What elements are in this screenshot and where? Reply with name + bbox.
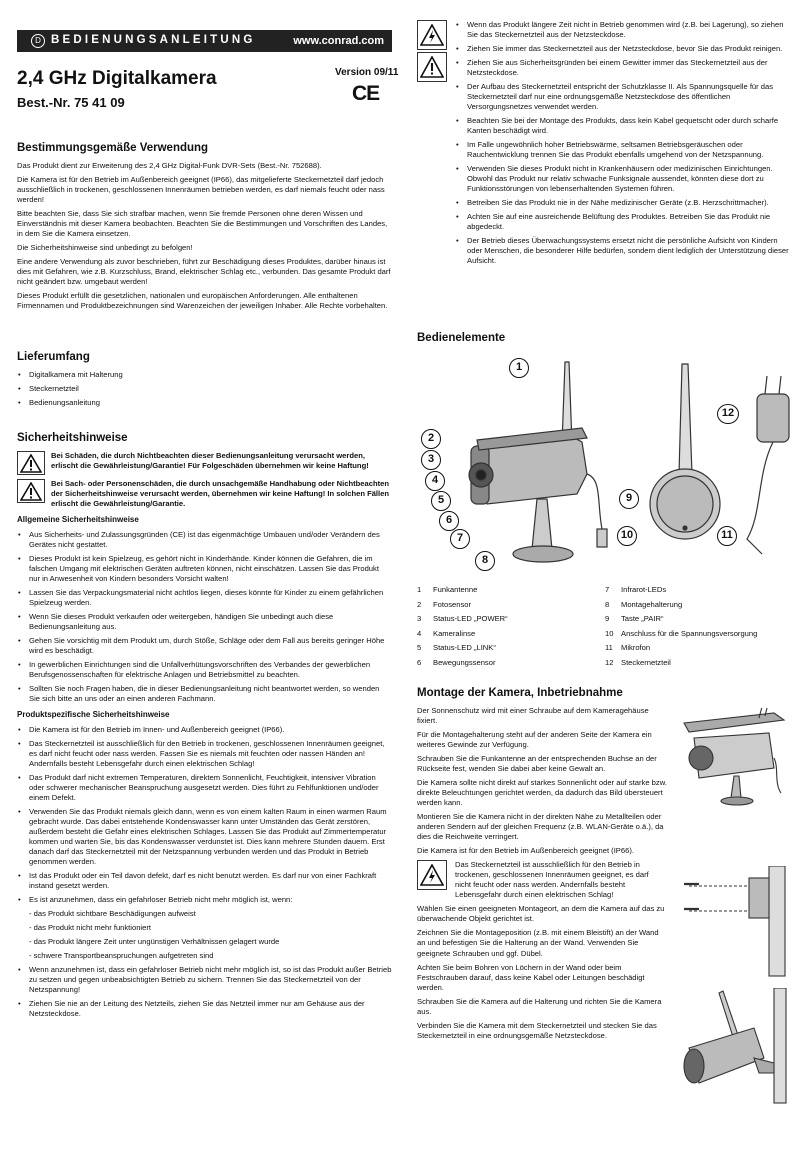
document-title: 2,4 GHz Digitalkamera <box>17 68 217 89</box>
list-item: • Ist das Produkt oder ein Teil davon defekt, darf es nicht benutzt werden. Es darf nur von einer Fachkraft instand gesetzt werden. <box>17 871 392 891</box>
list-item: • Der Betrieb dieses Überwachungssystems ersetzt nicht die persönliche Aufsicht von Kindern oder Menschen, die besonderer Hilfe bedürfen, sondern dient lediglich der Unterstützung dieser Aufsicht. <box>455 236 793 266</box>
list-item: • Der Aufbau des Steckernetzteil entspricht der Schutzklasse II. Als Spannungsquelle für das Steckernetzteil darf nur eine ordnungsgemäße Netzsteckdose des öffentlichen Versorgungsnetzes verwendet werden. <box>455 82 793 112</box>
general-safety-heading: Allgemeine Sicherheitshinweise <box>17 515 139 525</box>
warning-block <box>17 451 392 475</box>
section-controls <box>417 331 793 668</box>
safety-heading: Sicherheitshinweise <box>17 432 128 444</box>
callout-1: 1 <box>509 358 529 378</box>
delivery-heading: Lieferumfang <box>17 351 90 363</box>
part-item: 12 Steckernetzteil <box>605 657 671 667</box>
list-item: - das Produkt nicht mehr funktioniert <box>29 922 151 932</box>
list-item: - das Produkt längere Zeit unter ungünstigen Verhältnissen gelagert wurde <box>29 936 280 946</box>
part-item: 8 Montagehalterung <box>605 599 683 609</box>
list-item: • Betreiben Sie das Produkt nie in der Nähe medizinischer Geräte (z.B. Herzschrittmacher). <box>455 198 793 208</box>
list-item: • Achten Sie auf eine ausreichende Belüftung des Produktes. Betreiben Sie das Produkt nie abgedeckt. <box>455 212 793 232</box>
sunshield-mounting-illustration <box>679 708 789 808</box>
list-item: • Das Steckernetzteil ist ausschließlich für den Betrieb in trockenen, geschlossenen Innenräumen geeignet, es darf nicht feucht oder nass werden. Fassen Sie es niemals mit feuchten oder nassen Händen an! Andernfalls besteht Lebensgefahr durch einen elektrischen Schlag! <box>17 739 392 769</box>
controls-diagram <box>417 354 793 579</box>
list-item: • Verwenden Sie dieses Produkt nicht in Krankenhäusern oder medizinischen Einrichtungen. Obwohl das Produkt nur relativ schwache Funksignale aussendet, könnten diese dort zu Funktionsstörungen von lebenserhaltenden Systemen führen. <box>455 164 793 194</box>
general-safety-list <box>17 530 392 704</box>
version-label: Version 09/11 <box>335 67 399 78</box>
list-item: • In gewerblichen Einrichtungen sind die Unfallverhütungsvorschriften des Verbandes der gewerblichen Berufsgenossenschaften für elektrische Anlagen und Betriebsmittel zu beachten. <box>17 660 392 680</box>
part-item: 10 Anschluss für die Spannungsversorgung <box>605 628 758 638</box>
list-item: • Ziehen Sie aus Sicherheitsgründen bei einem Gewitter immer das Steckernetzteil aus der Netzsteckdose. <box>455 58 793 78</box>
paragraph: Für die Montagehalterung steht auf der anderen Seite der Kamera ein weiteres Gewinde zur Verfügung. <box>417 730 652 750</box>
header-title: BEDIENUNGSANLEITUNG <box>51 34 256 47</box>
callout-2: 2 <box>421 429 441 449</box>
warning-block <box>17 479 392 509</box>
list-item: • Verwenden Sie das Produkt niemals gleich dann, wenn es von einem kalten Raum in einen warmen Raum gebracht wurde. Das dabei entstehende Kondenswasser kann unter Umständen das Gerät zerstören, außerdem besteht die Gefahr eines elektrischen Schlages. Lassen Sie das Produkt auf Zimmertemperatur kommen und warten Sie, bis das Kondenswasser verdunstet ist. Dies kann mehrere Stunden dauern. Erst danach darf das Steckernetzteil mit der Netzspannung verbunden werden und das Produkt in Betrieb genommen werden. <box>17 807 392 867</box>
list-item: - das Produkt sichtbare Beschädigungen aufweist <box>29 908 196 918</box>
section-safety <box>17 431 392 1023</box>
paragraph: Das Produkt dient zur Erweiterung des 2,4 GHz Digital-Funk DVR-Sets (Best.-Nr. 752688). <box>17 161 322 171</box>
conditions-list <box>17 909 392 961</box>
warning-triangle-icon <box>17 479 45 503</box>
paragraph: Die Sicherheitshinweise sind unbedingt zu befolgen! <box>17 243 193 253</box>
controls-heading: Bedienelemente <box>417 332 506 344</box>
callout-7: 7 <box>450 529 470 549</box>
list-item: • Aus Sicherheits- und Zulassungsgründen (CE) ist das eigenmächtige Umbauen und/oder Verändern des Gerätes nicht gestattet. <box>17 530 392 550</box>
callout-9: 9 <box>619 489 639 509</box>
paragraph: Die Kamera ist für den Betrieb im Außenbereich geeignet (IP66), das mitgelieferte Steckernetzteil darf jedoch ausschließlich in trockenen, geschlossenen Innenräumen betrieben werden, es darf niemals feucht oder nass werden! <box>17 175 385 205</box>
paragraph: Verbinden Sie die Kamera mit dem Steckernetzteil und stecken Sie das Steckernetzteil in eine ordnungsgemäße Netzsteckdose. <box>417 1020 657 1040</box>
list-item: • Gehen Sie vorsichtig mit dem Produkt um, durch Stöße, Schläge oder dem Fall aus bereits geringer Höhe wird es beschädigt. <box>17 636 392 656</box>
list-item: • Es ist anzunehmen, dass ein gefahrloser Betrieb nicht mehr möglich ist, wenn: <box>17 895 392 905</box>
paragraph: Der Sonnenschutz wird mit einer Schraube auf dem Kameragehäuse fixiert. <box>417 706 649 726</box>
safety-continued <box>417 20 793 270</box>
warning-triangle-icon <box>417 52 447 82</box>
section-mounting <box>417 686 793 1045</box>
part-item: 5 Status-LED „LINK“ <box>417 643 496 653</box>
warning-text: Das Steckernetzteil ist ausschließlich für den Betrieb in trockenen, geschlossenen Innenräumen geeignet, es darf nicht feucht oder nass werden. Andernfalls besteht Lebensgefahr durch einen elektrischen Schlag! <box>455 860 649 900</box>
callout-12: 12 <box>717 404 739 424</box>
list-item: • Im Falle ungewöhnlich hoher Betriebswärme, seltsamen Betriebsgeräuschen oder Rauchentwicklung trennen Sie das Produkt ebenfalls umgehend von der Netzspannung. <box>455 140 793 160</box>
callout-6: 6 <box>439 511 459 531</box>
part-item: 2 Fotosensor <box>417 599 471 609</box>
part-item: 1 Funkantenne <box>417 585 478 595</box>
mounting-heading: Montage der Kamera, Inbetriebnahme <box>417 687 623 699</box>
list-item: • Wenn anzunehmen ist, dass ein gefahrloser Betrieb nicht mehr möglich ist, so ist das Produkt außer Betrieb zu setzen und gegen unbeabsichtigten Betrieb zu sichern. Trennen Sie das Steckernetzteil von der Netzspannung! <box>17 965 392 995</box>
paragraph: Zeichnen Sie die Montageposition (z.B. mit einem Bleistift) an der Wand an und befestigen Sie die Halterung an der Wand. Verwenden Sie geeignete Schrauben und ggf. Dübel. <box>417 928 659 958</box>
product-safety-list <box>17 725 392 905</box>
section-intended-use <box>17 141 392 315</box>
part-item: 7 Infrarot-LEDs <box>605 585 667 595</box>
section-delivery <box>17 350 123 412</box>
part-item: 3 Status-LED „POWER“ <box>417 614 508 624</box>
intended-use-heading: Bestimmungsgemäße Verwendung <box>17 142 209 154</box>
product-safety-list-2 <box>17 965 392 1019</box>
delivery-list <box>17 370 123 408</box>
paragraph: Die Kamera ist für den Betrieb im Außenbereich geeignet (IP66). <box>417 846 634 856</box>
list-item: - schwere Transportbeanspruchungen aufgetreten sind <box>29 950 214 960</box>
language-badge: D <box>31 34 45 48</box>
order-number: Best.-Nr. 75 41 09 <box>17 95 125 110</box>
list-item: • Wenn Sie dieses Produkt verkaufen oder weitergeben, händigen Sie unbedingt auch diese Bedienungsanleitung aus. <box>17 612 392 632</box>
paragraph: Dieses Produkt erfüllt die gesetzlichen, nationalen und europäischen Anforderungen. Alle enthaltenen Firmennamen und Produktbezeichnungen sind Warenzeichen der jeweiligen Inhaber. Alle Rechte vorbehalten. <box>17 291 388 311</box>
paragraph: Die Kamera sollte nicht direkt auf starkes Sonnenlicht oder auf starke bzw. direkte Beleuchtungen gerichtet werden, da dadurch das Bild übersteuert werden kann. <box>417 778 667 808</box>
paragraph: Eine andere Verwendung als zuvor beschrieben, führt zur Beschädigung dieses Produktes, darüber hinaus ist dies mit Gefahren, wie z.B. Kurzschluss, Brand, elektrischer Schlag etc., verbunden. Das gesamte Produkt darf nicht geändert bzw. umgebaut werden! <box>17 257 391 287</box>
callout-5: 5 <box>431 491 451 511</box>
list-item: • Ziehen Sie nie an der Leitung des Netzteils, ziehen Sie das Netzteil immer nur am Gehäuse aus der Netzsteckdose. <box>17 999 392 1019</box>
warning-text: Bei Schäden, die durch Nichtbeachten dieser Bedienungsanleitung verursacht werden, erlischt die Gewährleistung/Garantie! Für Folgeschäden übernehmen wir keine Haftung! <box>51 451 369 471</box>
callout-10: 10 <box>617 526 637 546</box>
paragraph: Wählen Sie einen geeigneten Montageort, an dem die Kamera auf das zu überwachende Objekt gerichtet ist. <box>417 904 665 924</box>
warning-triangle-icon <box>17 451 45 475</box>
callout-8: 8 <box>475 551 495 571</box>
callout-3: 3 <box>421 450 441 470</box>
list-item: • Sollten Sie noch Fragen haben, die in dieser Bedienungsanleitung nicht beantwortet werden, so wenden Sie sich bitte an uns oder an einen anderen Fachmann. <box>17 684 392 704</box>
ce-mark-icon: CE <box>352 82 380 105</box>
part-item: 4 Kameralinse <box>417 628 476 638</box>
list-item: • Dieses Produkt ist kein Spielzeug, es gehört nicht in Kinderhände. Kinder können die Gefahren, die im falschen Umgang mit elektrischen Geräten auftreten können, nicht einschätzen. Lassen Sie das Produkt nur in Anwesenheit von Kindern besonders Vorsicht walten! <box>17 554 392 584</box>
list-item: • Beachten Sie bei der Montage des Produkts, dass kein Kabel gequetscht oder durch scharfe Kanten beschädigt wird. <box>455 116 793 136</box>
header-bar <box>17 30 392 52</box>
product-safety-heading: Produktspezifische Sicherheitshinweise <box>17 710 170 719</box>
list-item: • Steckernetzteil <box>17 384 123 394</box>
camera-diagram-illustration <box>417 354 793 579</box>
paragraph: Achten Sie beim Bohren von Löchern in der Wand oder beim Festschrauben darauf, dass keine Kabel oder Leitungen beschädigt werden. <box>417 962 645 992</box>
list-item: • Bedienungsanleitung <box>17 398 123 408</box>
paragraph: Bitte beachten Sie, dass Sie sich strafbar machen, wenn Sie fremde Personen ohne deren Wissen und Einverständnis mit dieser Kamera beobachten. Beachten Sie die Bestimmungen und Vorschriften des Landes, in dem Sie die Kamera einsetzen. <box>17 209 388 239</box>
warning-text: Bei Sach- oder Personenschäden, die durch unsachgemäße Handhabung oder Nichtbeachten der Sicherheitshinweise verursacht werden, übernehmen wir keine Haftung! In solchen Fällen erlischt die Gewährleistung/Garantie. <box>51 479 390 509</box>
list-item: • Wenn das Produkt längere Zeit nicht in Betrieb genommen wird (z.B. bei Lagerung), so ziehen Sie das Steckernetzteil aus der Netzsteckdose. <box>455 20 793 40</box>
electric-hazard-icon <box>417 20 447 50</box>
paragraph: Montieren Sie die Kamera nicht in der direkten Nähe zu Metallteilen oder anderen Sendern auf der gleichen Frequenz (z.B. WLAN-Geräte o.ä.), da dies die Reichweite verringert. <box>417 812 664 842</box>
list-item: • Lassen Sie das Verpackungsmaterial nicht achtlos liegen, dieses könnte für Kinder zu einem gefährlichen Spielzeug werden. <box>17 588 392 608</box>
list-item: • Digitalkamera mit Halterung <box>17 370 123 380</box>
header-url[interactable]: www.conrad.com <box>293 34 384 47</box>
paragraph: Schrauben Sie die Funkantenne an der entsprechenden Buchse an der Rückseite fest, wenden Sie dabei aber keine Gewalt an. <box>417 754 657 774</box>
safety-continued-list <box>455 20 793 270</box>
part-item: 11 Mikrofon <box>605 643 651 653</box>
part-item: 9 Taste „PAIR“ <box>605 614 664 624</box>
electric-hazard-icon <box>417 860 447 890</box>
callout-4: 4 <box>425 471 445 491</box>
list-item: • Das Produkt darf nicht extremen Temperaturen, direktem Sonnenlicht, Feuchtigkeit, intensiver Vibration oder schwerer mechanischer Beanspruchung ausgesetzt werden. Dies führt zu Fehlfunktionen und/oder einem Defekt. <box>17 773 392 803</box>
wall-mount-screws-illustration <box>679 866 789 986</box>
list-item: • Die Kamera ist für den Betrieb im Innen- und Außenbereich geeignet (IP66). <box>17 725 392 735</box>
list-item: • Ziehen Sie immer das Steckernetzteil aus der Netzsteckdose, bevor Sie das Produkt reinigen. <box>455 44 793 54</box>
part-item: 6 Bewegungssensor <box>417 657 496 667</box>
paragraph: Schrauben Sie die Kamera auf die Halterung und richten Sie die Kamera aus. <box>417 996 662 1016</box>
parts-list <box>417 585 793 668</box>
mounted-camera-illustration <box>679 988 789 1108</box>
callout-11: 11 <box>717 526 737 546</box>
